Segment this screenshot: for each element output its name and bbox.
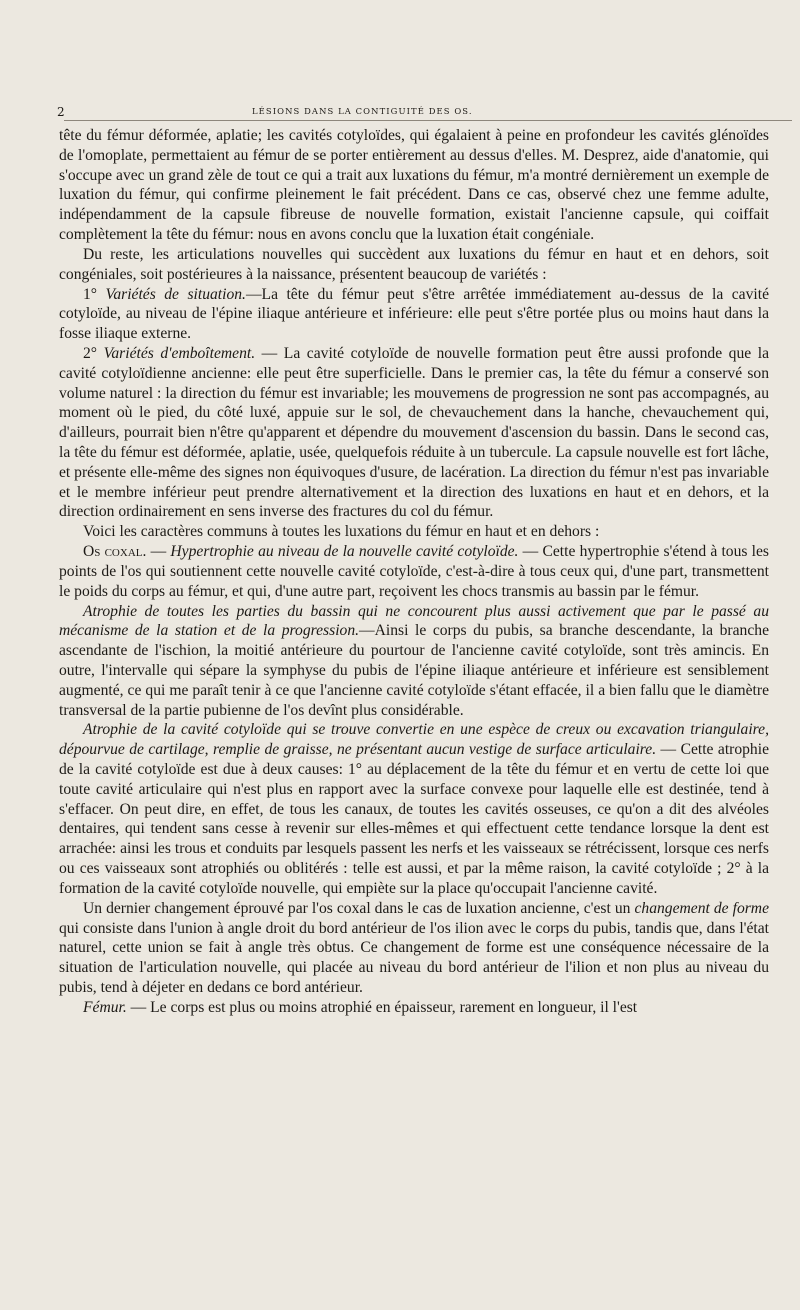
paragraph: Du reste, les articulations nouvelles qui succèdent aux luxations du fémur en haut et en dehors, soit congéniales, soit postérieures à la naissance, présentent beaucoup de variétés : (59, 245, 769, 283)
paragraph: Voici les caractères communs à toutes les luxations du fémur en haut et en dehors : (83, 523, 600, 541)
section-heading: Variétés d'emboîtement. (103, 344, 256, 362)
paragraph: tête du fémur déformée, aplatie; les cavités cotyloïdes, qui égalaient à peine en profondeur les cavités glénoïdes de l'omoplate, permettaient au fémur de se porter entièrement au dessus d'elles. M. Desprez, aide d'anatomie, qui s'occupe avec un grand zèle de tout ce qui a trait aux luxations du fémur, m'a montré dernièrement un exemple de luxation du fémur, qui confirme pleinement le fait précédent. Dans ce cas, observé chez une femme adulte, indépendamment de la capsule fibreuse de nouvelle formation, existait l'ancienne capsule, qui coiffait complètement la tête du fémur: nous en avons conclu que la luxation était congéniale. (59, 127, 769, 244)
section-heading: Atrophie de toutes les parties du bassin qui ne concourent plus aussi activement que par le passé au mécanisme de la station et de la progression. (59, 602, 769, 640)
body-text (59, 126, 769, 1018)
paragraph: Os coxal. — Hypertrophie au niveau de la nouvelle cavité cotyloïde. — Cette hypertrophie s'étend à tous les points de l'os qui soutiennent cette nouvelle cavité cotyloïde, c'est-à-dire à tous ceux qui, d'une part, transmettent le poids du corps au fémur, et qui, d'une autre part, reçoivent les chocs transmis au bassin par le fémur. (59, 543, 770, 600)
paragraph: Atrophie de toutes les parties du bassin qui ne concourent plus aussi activement que par le passé au mécanisme de la station et de la progression.—Ainsi le corps du pubis, sa branche descendante, la branche ascendante de l'ischion, la moitié antérieure du pourtour de l'ancienne cavité cotyloïde, sont très amincis. En outre, l'intervalle qui sépare la symphyse du pubis de l'épine iliaque antérieure et inférieure est sensiblement augmenté, ce qui me paraît tenir à ce que l'ancienne cavité cotyloïde s'étant effacée, il a bien fallu que le diamètre transversal de la partie pubienne de l'os devînt plus considérable. (59, 602, 769, 719)
paragraph: Fémur. — Le corps est plus ou moins atrophié en épaisseur, rarement en longueur, il l'est (83, 998, 638, 1016)
section-heading: Variétés de situation. (105, 285, 246, 303)
paragraph: 1° Variétés de situation.—La tête du fémur peut s'être arrêtée immédiatement au-dessus de la cavité cotyloïde, au niveau de l'épine iliaque antérieure et inférieure: elle peut s'être portée plus ou moins haut dans la fosse iliaque externe. (59, 285, 769, 343)
section-label: Os coxal. (83, 543, 147, 561)
section-heading: Hypertrophie au niveau de la nouvelle cavité cotyloïde. (170, 543, 519, 561)
page-number: 2 (57, 105, 65, 119)
paragraph: Atrophie de la cavité cotyloïde qui se trouve convertie en une espèce de creux ou excavation triangulaire, dépourvue de cartilage, remplie de graisse, ne présentant aucun vestige de surface articulaire. — Cette atrophie de la cavité cotyloïde est due à deux causes: 1° au déplacement de la tête du fémur et en vertu de cette loi que toute cavité articulaire qui n'est plus en rapport avec la surface convexe pour laquelle elle est destinée, tend à s'effacer. On peut dire, en effet, de tous les canaux, de toutes les cavités osseuses, ce qu'on a dit des alvéoles dentaires, qui tendent sans cesse à revenir sur elles-mêmes et qui effectuent cette tendance lorsque la dent est arrachée: ainsi les trous et conduits par lesquels passent les nerfs et les vaisseaux se rétrécissent, lorsque ces nerfs ou ces vaisseaux sont atrophiés ou oblitérés : telle est aussi, et par la même raison, la cavité cotyloïde ; 2° à la formation de la cavité cotyloïde nouvelle, qui empiète sur la place qu'occupait l'ancienne cavité. (59, 721, 769, 897)
running-title: LÉSIONS DANS LA CONTIGUITÉ DES OS. (252, 106, 473, 116)
section-heading: Fémur. (83, 998, 127, 1016)
header-rule (64, 120, 792, 121)
section-heading: Atrophie de la cavité cotyloïde qui se trouve convertie en une espèce de creux ou excavation triangulaire, dépourvue de cartilage, remplie de graisse, ne présentant aucun vestige de surface articulaire. (59, 721, 769, 759)
paragraph: 2° Variétés d'emboîtement. — La cavité cotyloïde de nouvelle formation peut être aussi profonde que la cavité cotyloïdienne ancienne: elle peut être superficielle. Dans le premier cas, la tête du fémur a conservé son volume naturel : la direction du fémur est invariable; les mouvemens de progression ne sont pas accompagnés, au moment où le pied, du côté luxé, appuie sur le sol, de chevauchement dans la hanche, chevauchement qui, d'ailleurs, pourrait bien n'être qu'apparent et dépendre du mouvement d'ascension du bassin. Dans le second cas, la tête du fémur est déformée, aplatie, usée, quelquefois réduite à un tubercule. La capsule nouvelle est fort lâche, et présente elle-même des signes non équivoques d'usure, de lacération. La direction du fémur n'est pas invariable et le membre inférieur peut prendre alternativement et la direction des luxations en haut et en dehors, et la direction ordinairement en sens inverse des fractures du col du fémur. (59, 344, 769, 521)
paragraph: Un dernier changement éprouvé par l'os coxal dans le cas de luxation ancienne, c'est un changement de forme qui consiste dans l'union à angle droit du bord antérieur de l'os ilion avec le corps du pubis, tandis que, dans l'état naturel, cette union se fait à angle très obtus. Ce changement de forme est une conséquence nécessaire de la situation de l'articulation nouvelle, qui placée au niveau du bord antérieur de l'ilion et non plus au niveau du pubis, tend à déjeter en dedans ce bord antérieur. (59, 899, 769, 996)
section-heading: changement de forme (634, 899, 769, 917)
